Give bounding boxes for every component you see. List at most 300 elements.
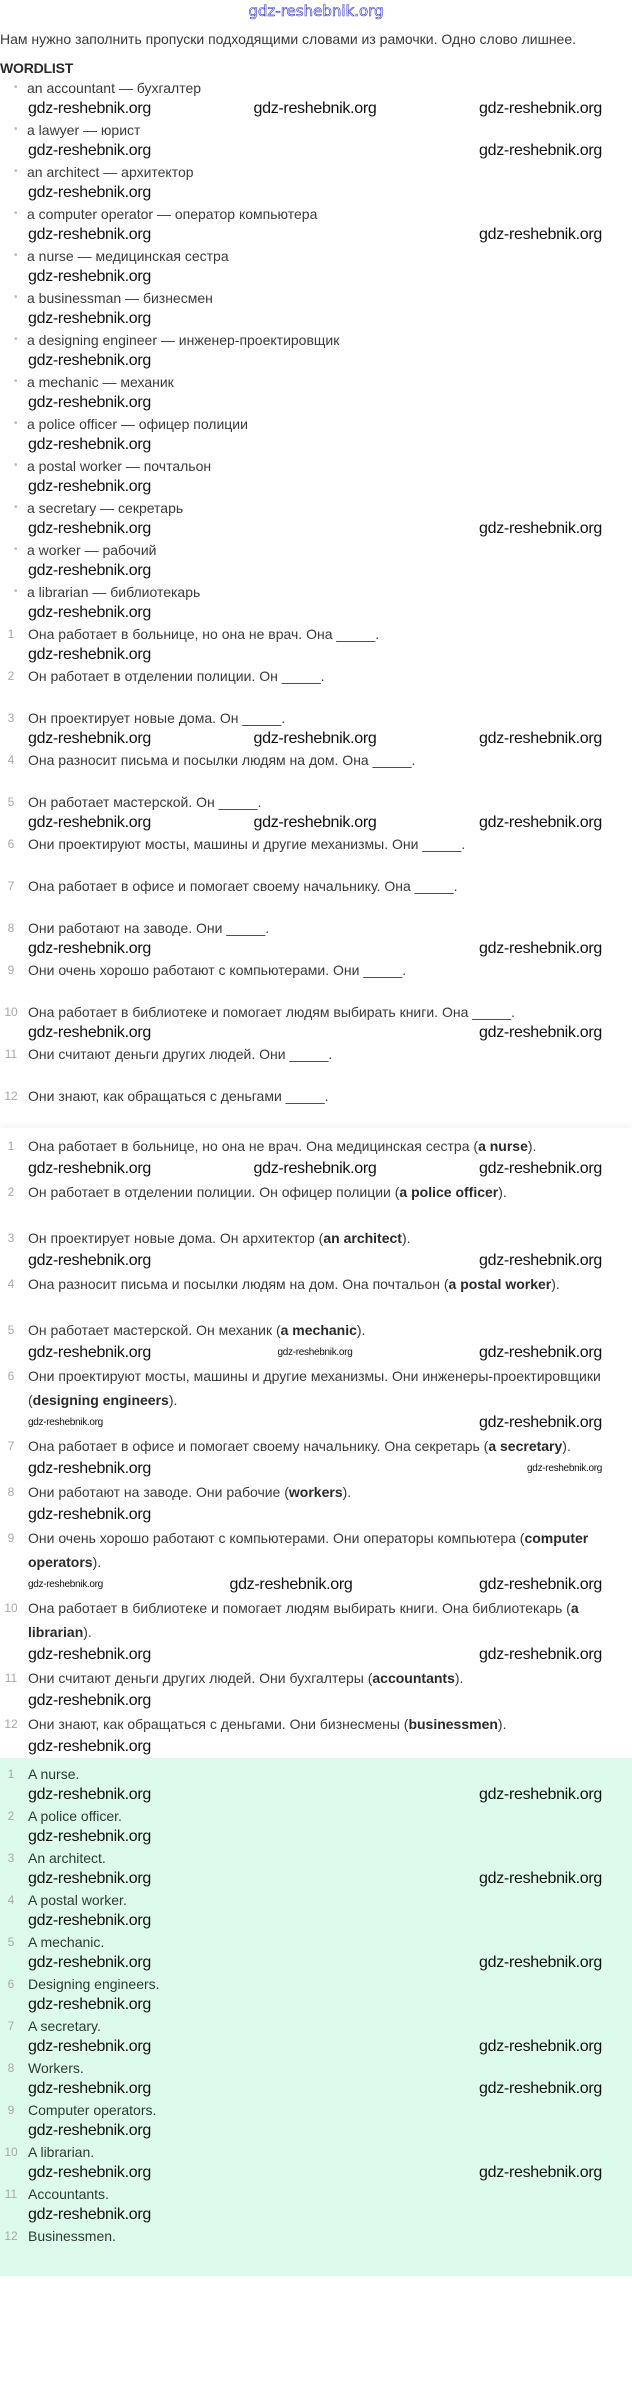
answer-text xyxy=(28,1230,411,1246)
task-number: 4 xyxy=(7,753,15,767)
answer-item xyxy=(0,1318,632,1364)
short-answer-line xyxy=(0,1848,632,1868)
short-answer-line xyxy=(0,2184,632,2204)
answer-text-post: ). xyxy=(356,1322,366,1338)
watermark-band xyxy=(0,1994,632,2016)
wordlist-item-line xyxy=(0,582,632,602)
watermark-band xyxy=(0,476,632,498)
answer-text-post: ). xyxy=(551,1276,560,1292)
wordlist-item-line xyxy=(0,246,632,266)
wordlist-item-line xyxy=(0,288,632,308)
short-answer-line xyxy=(0,1974,632,1994)
watermark-text: gdz-reshebnik.org xyxy=(479,1576,602,1593)
bullet-icon: • xyxy=(14,166,18,177)
watermark-band xyxy=(0,1868,632,1890)
answer-number: 5 xyxy=(7,1323,15,1337)
task-list xyxy=(0,624,632,1128)
watermark-text: gdz-reshebnik.org xyxy=(28,226,151,243)
watermark-band xyxy=(0,812,632,834)
watermark-text: gdz-reshebnik.org xyxy=(253,100,377,117)
answer-line xyxy=(0,1318,632,1342)
watermark-band xyxy=(0,980,632,1002)
wordlist-item xyxy=(0,414,632,456)
answer-keyword: workers xyxy=(288,1484,343,1500)
watermark-text: gdz-reshebnik.org xyxy=(479,520,602,537)
task-item xyxy=(0,792,632,834)
watermark-text: gdz-reshebnik.org xyxy=(28,730,151,747)
task-line xyxy=(0,834,632,854)
bullet-icon: • xyxy=(14,586,18,597)
answer-text xyxy=(28,1484,351,1500)
watermark-text: gdz-reshebnik.org xyxy=(28,814,151,831)
answer-text-post: ). xyxy=(498,1184,507,1200)
watermark-band xyxy=(0,644,632,666)
watermark-text: gdz-reshebnik.org xyxy=(479,1414,602,1431)
watermark-text: gdz-reshebnik.org xyxy=(479,142,602,159)
watermark-text-small: gdz-reshebnik.org xyxy=(277,1347,353,1358)
answer-keyword: a secretary xyxy=(488,1438,563,1454)
watermark-text: gdz-reshebnik.org xyxy=(28,940,151,957)
task-item xyxy=(0,1044,632,1086)
short-answer-text: An architect. xyxy=(28,1850,106,1866)
answer-text-pre: Она разносит письма и посылки людям на дом. Она почтальон ( xyxy=(28,1276,449,1292)
answer-keyword: accountants xyxy=(372,1670,455,1686)
short-answer-line xyxy=(0,2058,632,2078)
short-answer-text: Computer operators. xyxy=(28,2102,157,2118)
wordlist-item xyxy=(0,330,632,372)
watermark-band xyxy=(0,434,632,456)
watermark-text: gdz-reshebnik.org xyxy=(229,1576,353,1593)
wordlist-item-text: a police officer — офицер полиции xyxy=(27,416,248,432)
answer-item xyxy=(0,1526,632,1596)
watermark-band xyxy=(0,1204,632,1226)
short-answer-number: 3 xyxy=(7,1851,15,1865)
short-answer-number: 7 xyxy=(7,2019,15,2033)
watermark-band xyxy=(0,392,632,414)
watermark-band xyxy=(0,1022,632,1044)
answer-text-post: ). xyxy=(562,1438,571,1454)
task-text: Он работает мастерской. Он _____. xyxy=(28,794,262,810)
bullet-icon: • xyxy=(14,376,18,387)
watermark-band xyxy=(0,224,632,246)
answer-item xyxy=(0,1712,632,1758)
answer-text xyxy=(28,1530,588,1570)
short-answer-number: 2 xyxy=(7,1809,15,1823)
answer-text-pre: Он работает в отделении полиции. Он офицер полиции ( xyxy=(28,1184,400,1200)
task-line xyxy=(0,918,632,938)
task-number: 11 xyxy=(4,1047,18,1061)
task-line xyxy=(0,1002,632,1022)
bullet-icon: • xyxy=(14,208,18,219)
task-number: 5 xyxy=(7,795,15,809)
short-answer-number: 4 xyxy=(7,1893,15,1907)
short-answer-item xyxy=(0,1764,632,1806)
watermark-text: gdz-reshebnik.org xyxy=(28,436,151,453)
answer-text xyxy=(28,1138,536,1154)
answer-text-post: ). xyxy=(168,1392,178,1408)
watermark-text: gdz-reshebnik.org xyxy=(479,1160,602,1177)
short-answer-text: Workers. xyxy=(28,2060,84,2076)
short-answer-number: 10 xyxy=(4,2145,18,2159)
short-answer-text: A nurse. xyxy=(28,1766,80,1782)
wordlist-item-text: an architect — архитектор xyxy=(27,164,194,180)
task-text: Они очень хорошо работают с компьютерами. Они _____. xyxy=(28,962,407,978)
answer-item xyxy=(0,1666,632,1712)
answer-text-pre: Она работает в больнице, но она не врач. Она медицинская сестра ( xyxy=(28,1138,479,1154)
answer-keyword: designing engineers xyxy=(32,1392,169,1408)
watermark-band xyxy=(0,2078,632,2100)
watermark-text: gdz-reshebnik.org xyxy=(28,1646,151,1663)
watermark-band xyxy=(0,1644,632,1666)
answer-line xyxy=(0,1526,632,1574)
short-answer-text: A police officer. xyxy=(28,1808,122,1824)
short-answer-item xyxy=(0,2226,632,2268)
task-line xyxy=(0,708,632,728)
watermark-text: gdz-reshebnik.org xyxy=(253,1160,377,1177)
answer-text xyxy=(28,1322,365,1338)
wordlist-item-line xyxy=(0,372,632,392)
answer-item xyxy=(0,1226,632,1272)
watermark-text: gdz-reshebnik.org xyxy=(28,1786,151,1803)
watermark-text: gdz-reshebnik.org xyxy=(28,2164,151,2181)
wordlist-item xyxy=(0,204,632,246)
task-text: Она работает в офисе и помогает своему начальнику. Она _____. xyxy=(28,878,458,894)
answer-number: 3 xyxy=(7,1231,15,1245)
short-answer-text: Businessmen. xyxy=(28,2228,116,2244)
short-answer-text: Accountants. xyxy=(28,2186,109,2202)
watermark-text: gdz-reshebnik.org xyxy=(28,2206,151,2223)
watermark-text: gdz-reshebnik.org xyxy=(28,1870,151,1887)
instruction-text: Нам нужно заполнить пропуски подходящими словами из рамочки. Одно слово лишнее. xyxy=(0,31,577,47)
task-text: Она разносит письма и посылки людям на дом. Она _____. xyxy=(28,752,416,768)
answer-keyword: a nurse xyxy=(478,1138,528,1154)
wordlist-item xyxy=(0,498,632,540)
watermark-text: gdz-reshebnik.org xyxy=(28,268,151,285)
watermark-text: gdz-reshebnik.org xyxy=(28,142,151,159)
task-number: 2 xyxy=(7,669,15,683)
watermark-text: gdz-reshebnik.org xyxy=(28,2080,151,2097)
short-answer-text: A librarian. xyxy=(28,2144,95,2160)
task-number: 8 xyxy=(7,921,15,935)
watermark-band xyxy=(0,602,632,624)
watermark-text: gdz-reshebnik.org xyxy=(479,940,602,957)
watermark-text: gdz-reshebnik.org xyxy=(479,814,602,831)
answer-line xyxy=(0,1596,632,1644)
answer-number: 9 xyxy=(7,1531,15,1545)
watermark-text: gdz-reshebnik.org xyxy=(28,1024,151,1041)
watermark-text: gdz-reshebnik.org xyxy=(28,478,151,495)
task-line xyxy=(0,624,632,644)
watermark-text: gdz-reshebnik.org xyxy=(28,394,151,411)
task-number: 3 xyxy=(7,711,15,725)
watermark-text: gdz-reshebnik.org xyxy=(28,1506,151,1523)
answer-text-pre: Они знают, как обращаться с деньгами. Они бизнесмены ( xyxy=(28,1716,409,1732)
watermark-band xyxy=(0,2204,632,2226)
answer-line xyxy=(0,1226,632,1250)
task-text: Они работают на заводе. Они _____. xyxy=(28,920,270,936)
answer-number: 6 xyxy=(7,1369,15,1383)
watermark-text: gdz-reshebnik.org xyxy=(28,1252,151,1269)
answer-text-pre: Они проектируют мосты, машины и другие механизмы. Они инженеры-проектировщики ( xyxy=(28,1368,601,1408)
answer-number: 4 xyxy=(7,1277,15,1291)
answer-number: 2 xyxy=(7,1185,15,1199)
watermark-text: gdz-reshebnik.org xyxy=(28,1160,151,1177)
answer-keyword: a postal worker xyxy=(448,1276,552,1292)
wordlist-item-text: a mechanic — механик xyxy=(27,374,174,390)
watermark-band xyxy=(0,1736,632,1758)
short-answer-line xyxy=(0,2226,632,2246)
short-answer-number: 8 xyxy=(7,2061,15,2075)
short-answer-item xyxy=(0,1974,632,2016)
short-answer-number: 11 xyxy=(4,2187,18,2201)
task-item xyxy=(0,1086,632,1128)
task-text: Они проектируют мосты, машины и другие механизмы. Они _____. xyxy=(28,836,466,852)
watermark-text: gdz-reshebnik.org xyxy=(28,352,151,369)
answer-number: 1 xyxy=(7,1139,15,1153)
watermark-band xyxy=(0,2036,632,2058)
answer-line xyxy=(0,1180,632,1204)
watermark-text: gdz-reshebnik.org xyxy=(28,100,151,117)
watermark-text: gdz-reshebnik.org xyxy=(479,730,602,747)
answer-keyword: an architect xyxy=(323,1230,402,1246)
bullet-icon: • xyxy=(14,334,18,345)
task-text: Она работает в больнице, но она не врач. Она _____. xyxy=(28,626,380,642)
short-answer-line xyxy=(0,1806,632,1826)
watermark-text: gdz-reshebnik.org xyxy=(28,1692,151,1709)
watermark-band xyxy=(0,1504,632,1526)
wordlist-item xyxy=(0,456,632,498)
watermark-band xyxy=(0,1106,632,1128)
short-answer-item xyxy=(0,2100,632,2142)
task-text: Он проектирует новые дома. Он _____. xyxy=(28,710,286,726)
watermark-band xyxy=(0,1158,632,1180)
wordlist-item-text: a computer operator — оператор компьютера xyxy=(27,206,318,222)
bullet-icon: • xyxy=(14,460,18,471)
short-answer-item xyxy=(0,1890,632,1932)
wordlist-item-text: an accountant — бухгалтер xyxy=(27,80,202,96)
short-answer-text: A postal worker. xyxy=(28,1892,127,1908)
task-item xyxy=(0,1002,632,1044)
answer-line xyxy=(0,1272,632,1296)
wordlist-item-text: a secretary — секретарь xyxy=(27,500,184,516)
watermark-text-small: gdz-reshebnik.org xyxy=(28,1417,103,1428)
watermark-band xyxy=(0,896,632,918)
answer-number: 10 xyxy=(4,1601,18,1615)
answer-keyword: computer operators xyxy=(28,1530,589,1570)
watermark-text: gdz-reshebnik.org xyxy=(28,604,151,621)
task-item xyxy=(0,666,632,708)
answer-item xyxy=(0,1480,632,1526)
watermark-band xyxy=(0,2246,632,2268)
watermark-band xyxy=(0,308,632,330)
watermark-band xyxy=(0,1064,632,1086)
short-answer-number: 6 xyxy=(7,1977,15,1991)
wordlist-item-text: a postal worker — почтальон xyxy=(27,458,212,474)
watermark-band xyxy=(0,1412,632,1434)
watermark-band xyxy=(0,1250,632,1272)
short-answer-item xyxy=(0,1806,632,1848)
task-line xyxy=(0,666,632,686)
watermark-text: gdz-reshebnik.org xyxy=(28,562,151,579)
watermark-text: gdz-reshebnik.org xyxy=(253,814,377,831)
watermark-text: gdz-reshebnik.org xyxy=(28,1460,151,1477)
answer-line xyxy=(0,1480,632,1504)
short-answer-line xyxy=(0,1932,632,1952)
answer-text xyxy=(28,1368,601,1408)
answer-text-post: ). xyxy=(83,1624,92,1640)
task-line xyxy=(0,1086,632,1106)
wordlist-item xyxy=(0,288,632,330)
answer-keyword: businessmen xyxy=(408,1716,498,1732)
watermark-band xyxy=(0,518,632,540)
wordlist-item xyxy=(0,78,632,120)
watermark-band xyxy=(0,1574,632,1596)
watermark-text: gdz-reshebnik.org xyxy=(28,1738,151,1755)
short-answer-line xyxy=(0,2142,632,2162)
wordlist-item-text: a designing engineer — инженер-проектировщик xyxy=(27,332,340,348)
watermark-band xyxy=(0,854,632,876)
short-answer-item xyxy=(0,1932,632,1974)
wordlist-item-line xyxy=(0,498,632,518)
task-line xyxy=(0,960,632,980)
bullet-icon: • xyxy=(14,124,18,135)
answer-text xyxy=(28,1600,579,1640)
watermark-text: gdz-reshebnik.org xyxy=(253,730,377,747)
watermark-band xyxy=(0,1784,632,1806)
short-answer-item xyxy=(0,2016,632,2058)
answer-number: 8 xyxy=(7,1485,15,1499)
answer-text-post: ). xyxy=(401,1230,411,1246)
watermark-text: gdz-reshebnik.org xyxy=(28,1954,151,1971)
watermark-band xyxy=(0,350,632,372)
watermark-text: gdz-reshebnik.org xyxy=(28,2038,151,2055)
answer-number: 11 xyxy=(4,1671,18,1685)
watermark-band xyxy=(0,1690,632,1712)
wordlist-item-line xyxy=(0,456,632,476)
short-answer-text: A secretary. xyxy=(28,2018,101,2034)
wordlist-item-text: a businessman — бизнесмен xyxy=(27,290,213,306)
short-answer-text: Designing engineers. xyxy=(28,1976,160,1992)
answer-item xyxy=(0,1364,632,1434)
wordlist-item-text: a worker — рабочий xyxy=(27,542,157,558)
bullet-icon: • xyxy=(14,250,18,261)
short-answer-number: 5 xyxy=(7,1935,15,1949)
wordlist-item xyxy=(0,372,632,414)
task-number: 6 xyxy=(7,837,15,851)
wordlist-item-text: a lawyer — юрист xyxy=(27,122,141,138)
answer-number: 12 xyxy=(4,1717,18,1731)
watermark-band xyxy=(0,938,632,960)
task-number: 9 xyxy=(7,963,15,977)
watermark-text: gdz-reshebnik.org xyxy=(28,1996,151,2013)
answer-text-pre: Он проектирует новые дома. Он архитектор ( xyxy=(28,1230,324,1246)
watermark-text: gdz-reshebnik.org xyxy=(479,2080,602,2097)
watermark-band xyxy=(0,560,632,582)
answer-number: 7 xyxy=(7,1439,15,1453)
answer-line xyxy=(0,1134,632,1158)
watermark-band xyxy=(0,728,632,750)
short-answer-number: 1 xyxy=(7,1767,15,1781)
answer-text xyxy=(28,1716,506,1732)
wordlist-item-line xyxy=(0,414,632,434)
watermark-band xyxy=(0,770,632,792)
watermark-text: gdz-reshebnik.org xyxy=(479,2038,602,2055)
wordlist-item-line xyxy=(0,78,632,98)
watermark-text: gdz-reshebnik.org xyxy=(479,100,602,117)
answer-line xyxy=(0,1666,632,1690)
watermark-text: gdz-reshebnik.org xyxy=(479,1646,602,1663)
task-text: Она работает в библиотеке и помогает людям выбирать книги. Она _____. xyxy=(28,1004,516,1020)
task-line xyxy=(0,876,632,896)
short-answer-item xyxy=(0,2058,632,2100)
watermark-band xyxy=(0,2120,632,2142)
answer-text-post: ). xyxy=(454,1670,464,1686)
watermark-text: gdz-reshebnik.org xyxy=(479,1786,602,1803)
answer-item xyxy=(0,1272,632,1318)
answer-text-post: ). xyxy=(527,1138,537,1154)
wordlist-item xyxy=(0,120,632,162)
answer-text xyxy=(28,1276,560,1292)
watermark-text: gdz-reshebnik.org xyxy=(28,1828,151,1845)
answer-text-pre: Она работает в офисе и помогает своему начальнику. Она секретарь ( xyxy=(28,1438,489,1454)
watermark-band xyxy=(0,2162,632,2184)
task-item xyxy=(0,624,632,666)
watermark-text: gdz-reshebnik.org xyxy=(479,2164,602,2181)
watermark-band xyxy=(0,98,632,120)
answer-text-pre: Он работает мастерской. Он механик ( xyxy=(28,1322,281,1338)
full-answers-block xyxy=(0,1128,632,1758)
answer-text xyxy=(28,1184,507,1200)
task-number: 10 xyxy=(4,1005,18,1019)
watermark-text: gdz-reshebnik.org xyxy=(479,1252,602,1269)
wordlist-item xyxy=(0,246,632,288)
answer-text-pre: Они считают деньги других людей. Они бухгалтеры ( xyxy=(28,1670,373,1686)
short-answer-number: 12 xyxy=(4,2229,18,2243)
answer-text-post: ). xyxy=(342,1484,352,1500)
answer-keyword: a librarian xyxy=(28,1600,579,1640)
watermark-text-small: gdz-reshebnik.org xyxy=(527,1463,602,1474)
watermark-band xyxy=(0,266,632,288)
bullet-icon: • xyxy=(14,418,18,429)
task-item xyxy=(0,960,632,1002)
watermark-text: gdz-reshebnik.org xyxy=(28,1912,151,1929)
short-answer-line xyxy=(0,1764,632,1784)
watermark-text: gdz-reshebnik.org xyxy=(28,1344,151,1361)
answer-item xyxy=(0,1134,632,1180)
bullet-icon: • xyxy=(14,502,18,513)
watermark-text: gdz-reshebnik.org xyxy=(479,1344,602,1361)
short-answer-line xyxy=(0,1890,632,1910)
watermark-band xyxy=(0,1910,632,1932)
short-answers-block xyxy=(0,1758,632,2276)
watermark-text-small: gdz-reshebnik.org xyxy=(28,1579,103,1590)
task-item xyxy=(0,876,632,918)
task-item xyxy=(0,834,632,876)
bullet-icon: • xyxy=(14,82,18,93)
short-answer-item xyxy=(0,1848,632,1890)
task-line xyxy=(0,750,632,770)
task-text: Они знают, как обращаться с деньгами _____. xyxy=(28,1088,329,1104)
wordlist-item xyxy=(0,540,632,582)
wordlist-item xyxy=(0,162,632,204)
watermark-band xyxy=(0,686,632,708)
watermark-band xyxy=(0,140,632,162)
task-number: 7 xyxy=(7,879,15,893)
task-item xyxy=(0,750,632,792)
site-header-logo[interactable]: gdz-reshebnik.org xyxy=(248,2,384,20)
wordlist-item-text: a librarian — библиотекарь xyxy=(27,584,201,600)
wordlist xyxy=(0,78,632,624)
